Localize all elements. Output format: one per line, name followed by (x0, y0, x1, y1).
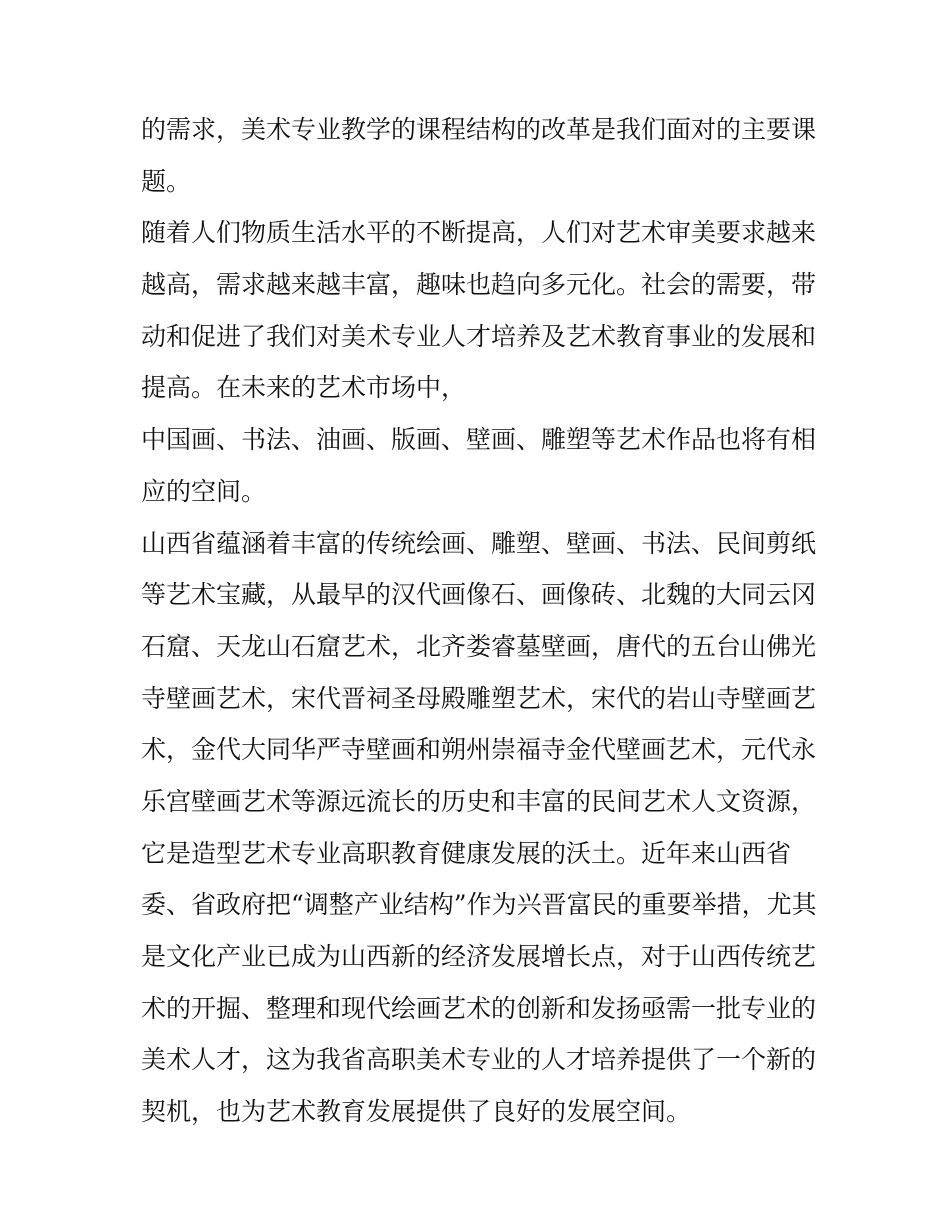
text-line: 委、省政府把“调整产业结构”作为兴晋富民的重要举措，尤其 (141, 890, 817, 920)
text-line: 寺壁画艺术，宋代晋祠圣母殿雕塑艺术，宋代的岩山寺壁画艺 (141, 683, 817, 713)
text-line: 的需求，美术专业教学的课程结构的改革是我们面对的主要课 (141, 115, 817, 144)
text-line: 提高。在未来的艺术市场中， (141, 373, 467, 403)
text-line: 随着人们物质生活水平的不断提高，人们对艺术审美要求越来 (141, 218, 817, 248)
text-line: 越高，需求越来越丰富，趣味也趋向多元化。社会的需要，带 (141, 270, 817, 300)
text-line: 应的空间。 (141, 476, 267, 506)
text-line: 乐宫壁画艺术等源远流长的历史和丰富的民间艺术人文资源， (141, 786, 817, 816)
text-line: 山西省蕴涵着丰富的传统绘画、雕塑、壁画、书法、民间剪纸 (141, 528, 817, 558)
text-line: 美术人才，这为我省高职美术专业的人才培养提供了一个新的 (141, 1045, 817, 1075)
text-line: 契机，也为艺术教育发展提供了良好的发展空间。 (141, 1097, 692, 1127)
text-line: 石窟、天龙山石窟艺术，北齐娄睿墓壁画，唐代的五台山佛光 (141, 631, 817, 661)
text-line: 是文化产业已成为山西新的经济发展增长点，对于山西传统艺 (141, 942, 817, 971)
text-line: 动和促进了我们对美术专业人才培养及艺术教育事业的发展和 (141, 321, 817, 351)
text-line: 等艺术宝藏，从最早的汉代画像石、画像砖、北魏的大同云冈 (141, 580, 817, 610)
text-line: 题。 (141, 166, 192, 196)
text-line: 中国画、书法、油画、版画、壁画、雕塑等艺术作品也将有相 (141, 425, 817, 455)
text-line: 它是造型艺术专业高职教育健康发展的沃土。近年来山西省 (141, 838, 792, 868)
text-line: 术，金代大同华严寺壁画和朔州崇福寺金代壁画艺术，元代永 (141, 735, 817, 765)
document-body (141, 104, 821, 1138)
text-line: 术的开掘、整理和现代绘画艺术的创新和发扬亟需一批专业的 (141, 993, 817, 1023)
